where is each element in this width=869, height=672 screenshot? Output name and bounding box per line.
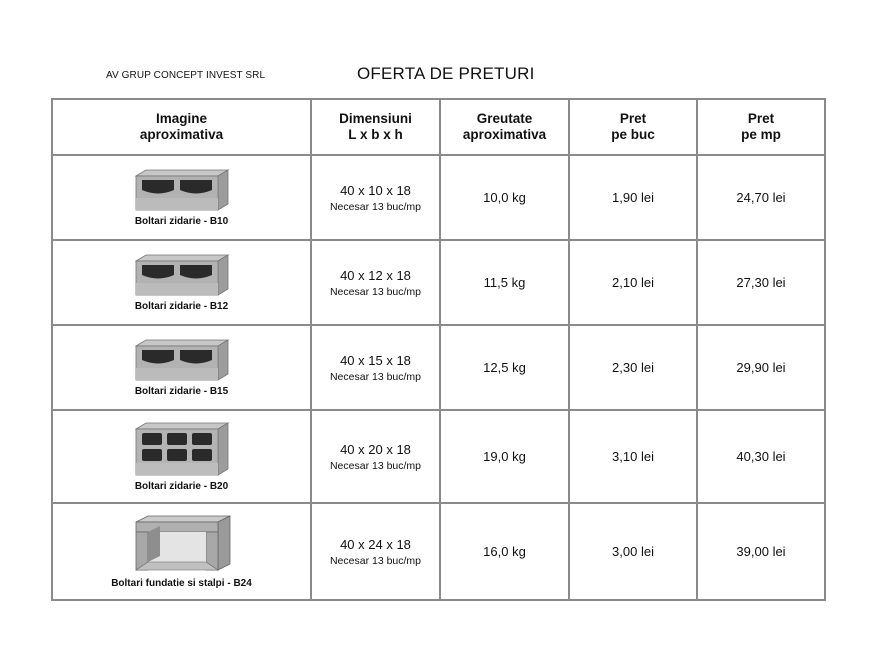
image-cell bbox=[52, 240, 311, 325]
price-sqm-cell: 29,90 lei bbox=[697, 325, 825, 410]
table-header-row bbox=[52, 99, 825, 155]
weight-cell: 11,5 kg bbox=[440, 240, 569, 325]
price-sqm-cell: 40,30 lei bbox=[697, 410, 825, 503]
dimension-value: 40 x 20 x 18 bbox=[340, 441, 411, 457]
price-unit-cell: 3,00 lei bbox=[569, 503, 697, 600]
image-cell bbox=[52, 503, 311, 600]
product-name: Boltari zidarie - B15 bbox=[134, 386, 229, 397]
dimension-cell bbox=[311, 410, 440, 503]
price-sqm-cell: 27,30 lei bbox=[697, 240, 825, 325]
hollow-block-2-cell-icon bbox=[132, 253, 232, 297]
price-unit-cell: 2,10 lei bbox=[569, 240, 697, 325]
image-cell bbox=[52, 410, 311, 503]
hollow-block-2-cell-icon bbox=[132, 338, 232, 382]
column-header-weight: Greutate aproximativa bbox=[440, 99, 569, 155]
hollow-block-6-cell-icon bbox=[132, 421, 232, 477]
dimension-value: 40 x 15 x 18 bbox=[340, 352, 411, 368]
requirement-note: Necesar 13 buc/mp bbox=[329, 459, 422, 472]
dimension-cell bbox=[311, 503, 440, 600]
hollow-block-2-cell-icon bbox=[132, 168, 232, 212]
dimension-cell bbox=[311, 325, 440, 410]
column-header-price-unit: Pret pe buc bbox=[569, 99, 697, 155]
column-header-image: Imagine aproximativa bbox=[52, 99, 311, 155]
column-header-price-sqm: Pret pe mp bbox=[697, 99, 825, 155]
product-name: Boltari fundatie si stalpi - B24 bbox=[111, 578, 252, 589]
image-cell bbox=[52, 325, 311, 410]
requirement-note: Necesar 13 buc/mp bbox=[329, 370, 422, 383]
requirement-note: Necesar 13 buc/mp bbox=[329, 200, 422, 213]
weight-cell: 19,0 kg bbox=[440, 410, 569, 503]
price-unit-cell: 2,30 lei bbox=[569, 325, 697, 410]
dimension-cell bbox=[311, 240, 440, 325]
column-header-dimensions: Dimensiuni L x b x h bbox=[311, 99, 440, 155]
table-row bbox=[52, 503, 825, 600]
weight-cell: 10,0 kg bbox=[440, 155, 569, 240]
price-unit-cell: 3,10 lei bbox=[569, 410, 697, 503]
table-row bbox=[52, 240, 825, 325]
image-cell bbox=[52, 155, 311, 240]
table-row bbox=[52, 410, 825, 503]
formwork-block-icon bbox=[130, 514, 234, 574]
table-row bbox=[52, 155, 825, 240]
table-row bbox=[52, 325, 825, 410]
dimension-cell bbox=[311, 155, 440, 240]
product-name: Boltari zidarie - B10 bbox=[134, 216, 229, 227]
page-title: OFERTA DE PRETURI bbox=[357, 64, 535, 83]
company-name: AV GRUP CONCEPT INVEST SRL bbox=[106, 70, 266, 81]
price-table bbox=[51, 98, 826, 601]
weight-cell: 12,5 kg bbox=[440, 325, 569, 410]
dimension-value: 40 x 10 x 18 bbox=[340, 182, 411, 198]
product-name: Boltari zidarie - B20 bbox=[134, 481, 229, 492]
requirement-note: Necesar 13 buc/mp bbox=[329, 285, 422, 298]
dimension-value: 40 x 24 x 18 bbox=[340, 536, 411, 552]
price-sqm-cell: 39,00 lei bbox=[697, 503, 825, 600]
weight-cell: 16,0 kg bbox=[440, 503, 569, 600]
price-unit-cell: 1,90 lei bbox=[569, 155, 697, 240]
price-sqm-cell: 24,70 lei bbox=[697, 155, 825, 240]
product-name: Boltari zidarie - B12 bbox=[134, 301, 229, 312]
dimension-value: 40 x 12 x 18 bbox=[340, 267, 411, 283]
requirement-note: Necesar 13 buc/mp bbox=[329, 554, 422, 567]
